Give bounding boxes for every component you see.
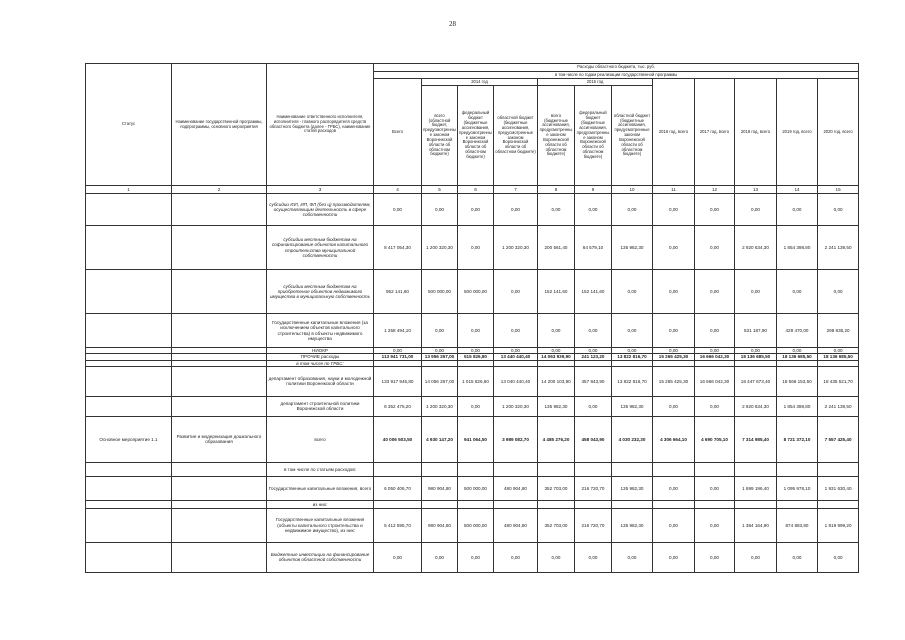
row-value: 1 200 320,30 <box>422 396 458 416</box>
column-number: 11 <box>653 186 695 194</box>
row-value <box>494 462 538 476</box>
row-value: 8 417 054,30 <box>374 226 422 270</box>
row-value: 0,00 <box>494 348 538 354</box>
row-value: 531 187,90 <box>735 314 777 348</box>
page-number: 28 <box>449 20 456 28</box>
header-total: Всего <box>374 79 422 186</box>
column-number: 15 <box>818 186 859 194</box>
row-value <box>458 500 494 508</box>
header-by-years: в том числе по годам реализации государственной программы <box>374 72 859 79</box>
row-status <box>86 314 172 348</box>
row-value <box>422 500 458 508</box>
row-value: 0,00 <box>653 226 695 270</box>
row-value: 18 566 153,50 <box>777 366 818 396</box>
row-value: 480 904,80 <box>494 508 538 542</box>
row-value: 1 200 320,30 <box>494 396 538 416</box>
row-value: 0,00 <box>653 314 695 348</box>
row-value: 0,00 <box>374 542 422 572</box>
row-value: 16 666 042,30 <box>695 366 735 396</box>
column-number: 4 <box>374 186 422 194</box>
row-value: 298 836,20 <box>818 314 859 348</box>
column-numbers-row <box>86 186 859 194</box>
row-value: 1 015 826,60 <box>458 366 494 396</box>
row-value: 18 447 673,40 <box>735 366 777 396</box>
row-value: 13 822 816,70 <box>612 366 653 396</box>
row-value: 874 883,80 <box>777 508 818 542</box>
row-value <box>653 500 695 508</box>
row-value: 0,00 <box>458 396 494 416</box>
row-value: 429 470,00 <box>777 314 818 348</box>
row-value: 0,00 <box>575 396 612 416</box>
row-label: департамент образования, науки и молодежной политики Воронежской области <box>267 366 374 396</box>
table-row <box>86 476 859 500</box>
row-value: 4 690 705,10 <box>695 416 735 462</box>
row-value: 18 435 521,70 <box>818 366 859 396</box>
row-value <box>777 500 818 508</box>
row-status <box>86 500 172 508</box>
row-value <box>695 462 735 476</box>
row-value: 0,00 <box>422 314 458 348</box>
row-value <box>575 500 612 508</box>
row-value: 0,00 <box>818 194 859 226</box>
row-value: 1 931 630,40 <box>818 476 859 500</box>
row-value: 133 917 945,80 <box>374 366 422 396</box>
row-value: 13 440 440,40 <box>494 354 538 360</box>
row-status <box>86 194 172 226</box>
row-value <box>777 462 818 476</box>
row-value: 4 306 664,10 <box>653 416 695 462</box>
row-status <box>86 226 172 270</box>
row-value: 1 095 978,10 <box>777 476 818 500</box>
column-number: 2 <box>172 186 267 194</box>
row-value: 14 056 267,00 <box>422 366 458 396</box>
column-number: 8 <box>538 186 575 194</box>
row-program <box>172 226 267 270</box>
row-value: 500 000,00 <box>458 508 494 542</box>
row-value: 64 579,10 <box>575 226 612 270</box>
row-value: 980 904,80 <box>422 508 458 542</box>
row-program <box>172 500 267 508</box>
row-value: 0,00 <box>612 542 653 572</box>
table-row <box>86 194 859 226</box>
row-label: Государственные капитальные вложения (за исключением объектов капитального строительства) в объекты недвижимого имущества <box>267 314 374 348</box>
row-label: всего <box>267 416 374 462</box>
row-value <box>695 500 735 508</box>
row-value: 500 000,00 <box>458 476 494 500</box>
row-value <box>818 462 859 476</box>
row-value: 4 030 232,30 <box>612 416 653 462</box>
header-year-2016: 2016 год, всего <box>653 79 695 186</box>
table-row <box>86 416 859 462</box>
row-value: 135 982,30 <box>612 508 653 542</box>
row-value: 113 941 731,00 <box>374 354 422 360</box>
row-value: 14 200 103,90 <box>538 366 575 396</box>
row-value: 1 258 494,10 <box>374 314 422 348</box>
row-value: 1 384 164,90 <box>735 508 777 542</box>
row-label: субсидии местным бюджетам на софинансирование объектов капитального строительства муниципальной собственности <box>267 226 374 270</box>
row-value: 152 141,60 <box>575 270 612 314</box>
table-row <box>86 366 859 396</box>
header-col7: областной бюджет (бюджетные ассигнования, предусмотренные законом Воронежской области об областном бюджете) <box>494 86 538 186</box>
column-number: 12 <box>695 186 735 194</box>
row-value: 0,00 <box>612 270 653 314</box>
row-value <box>653 462 695 476</box>
row-value: 8 352 475,20 <box>374 396 422 416</box>
row-value: 8 721 372,10 <box>777 416 818 462</box>
column-number: 9 <box>575 186 612 194</box>
row-value <box>494 500 538 508</box>
row-value: 0,00 <box>612 314 653 348</box>
row-value: 941 064,50 <box>458 416 494 462</box>
row-value: 0,00 <box>777 270 818 314</box>
row-value: 216 720,70 <box>575 476 612 500</box>
row-value: 1 699 196,40 <box>735 476 777 500</box>
row-value: 15 265 425,30 <box>653 354 695 360</box>
row-value <box>575 462 612 476</box>
row-status <box>86 508 172 542</box>
row-value: 0,00 <box>695 396 735 416</box>
row-value <box>374 462 422 476</box>
row-value: 0,00 <box>575 542 612 572</box>
row-value: 0,00 <box>494 314 538 348</box>
row-value: 1 819 999,20 <box>818 508 859 542</box>
row-label: в том числе по ГРБС: <box>267 360 374 366</box>
row-value: 18 136 685,50 <box>818 354 859 360</box>
header-col9: федеральный бюджет (бюджетные ассигнования, предусмотренные законом Воронежской области об областном бюджете) <box>575 86 612 186</box>
row-value: 0,00 <box>458 314 494 348</box>
row-label: Бюджетные инвестиции на финансирование объектов областной собственности <box>267 542 374 572</box>
row-value: 135 982,30 <box>612 396 653 416</box>
table-row <box>86 500 859 508</box>
row-value: 980 904,80 <box>422 476 458 500</box>
table-body <box>86 194 859 573</box>
row-label: субсидии местным бюджетам на приобретение объектов недвижимого имущества в муниципальную собственность <box>267 270 374 314</box>
row-value: 0,00 <box>458 226 494 270</box>
row-value: 0,00 <box>695 348 735 354</box>
row-value: 0,00 <box>494 270 538 314</box>
row-value: 13 956 267,00 <box>422 354 458 360</box>
row-status: Основное мероприятие 1.1 <box>86 416 172 462</box>
row-status <box>86 396 172 416</box>
header-col6: федеральный бюджет (бюджетные ассигнования, предусмотренные законом Воронежской области об областном бюджете) <box>458 86 494 186</box>
table-row <box>86 462 859 476</box>
row-value: 16 666 042,30 <box>695 354 735 360</box>
row-status <box>86 462 172 476</box>
row-value: 6 050 406,70 <box>374 476 422 500</box>
row-value: 0,00 <box>695 270 735 314</box>
row-value: 0,00 <box>735 542 777 572</box>
row-value: 0,00 <box>653 476 695 500</box>
row-value: 0,00 <box>777 348 818 354</box>
row-value: 0,00 <box>735 348 777 354</box>
row-value: 0,00 <box>695 542 735 572</box>
header-col8: всего (бюджетные ассигнования, предусмотренные законом Воронежской области об областном бюджете) <box>538 86 575 186</box>
header-year-2017: 2017 год, всего <box>695 79 735 186</box>
row-value: 0,00 <box>575 314 612 348</box>
header-col5: всего (областной бюджет, предусмотренные законом Воронежской области об областном бюджете) <box>422 86 458 186</box>
row-value: 135 982,30 <box>538 396 575 416</box>
row-value <box>818 500 859 508</box>
row-value: 0,00 <box>777 194 818 226</box>
row-value: 0,00 <box>538 542 575 572</box>
row-value: 18 136 685,50 <box>735 354 777 360</box>
row-value: 0,00 <box>653 348 695 354</box>
row-status <box>86 476 172 500</box>
row-program <box>172 396 267 416</box>
row-value: 0,00 <box>494 194 538 226</box>
header-year-2014: 2014 год <box>422 79 538 86</box>
row-value: 515 826,80 <box>458 354 494 360</box>
row-label: в том числе по статьям расходов: <box>267 462 374 476</box>
row-value: 1 854 398,80 <box>777 226 818 270</box>
row-value: 0,00 <box>777 542 818 572</box>
row-value: 0,00 <box>422 542 458 572</box>
row-value: 13 040 440,40 <box>494 366 538 396</box>
column-number: 5 <box>422 186 458 194</box>
row-value: 5 412 595,70 <box>374 508 422 542</box>
row-label: департамент строительной политики Воронежской области <box>267 396 374 416</box>
row-value: 0,00 <box>612 194 653 226</box>
row-value: 0,00 <box>695 314 735 348</box>
row-value: 458 043,90 <box>575 416 612 462</box>
row-value: 241 123,20 <box>575 354 612 360</box>
header-year-2015: 2015 год <box>538 79 653 86</box>
row-value: 952 141,60 <box>374 270 422 314</box>
row-value: 0,00 <box>458 542 494 572</box>
column-number: 6 <box>458 186 494 194</box>
row-program <box>172 366 267 396</box>
row-value: 14 063 939,90 <box>538 354 575 360</box>
row-value <box>612 462 653 476</box>
row-value <box>735 462 777 476</box>
row-value: 0,00 <box>538 314 575 348</box>
row-value: 0,00 <box>575 348 612 354</box>
row-value: 1 200 320,30 <box>422 226 458 270</box>
row-value: 15 265 425,30 <box>653 366 695 396</box>
row-value: 0,00 <box>612 348 653 354</box>
column-number: 10 <box>612 186 653 194</box>
row-status <box>86 270 172 314</box>
row-value: 0,00 <box>653 542 695 572</box>
row-value: 135 982,30 <box>612 476 653 500</box>
row-value: 480 904,80 <box>494 476 538 500</box>
row-value: 4 485 276,20 <box>538 416 575 462</box>
row-value: 135 982,30 <box>612 226 653 270</box>
row-value <box>538 462 575 476</box>
header-status: Статус <box>86 64 172 186</box>
row-value: 0,00 <box>575 194 612 226</box>
row-value: 200 561,40 <box>538 226 575 270</box>
column-number: 14 <box>777 186 818 194</box>
row-value <box>458 462 494 476</box>
column-number: 7 <box>494 186 538 194</box>
row-value: 0,00 <box>653 270 695 314</box>
row-value: 500 000,00 <box>422 270 458 314</box>
row-value: 0,00 <box>695 194 735 226</box>
column-number: 3 <box>267 186 374 194</box>
table-row <box>86 314 859 348</box>
header-program-name: Наименование государственной программы, подпрограммы, основного мероприятия <box>172 64 267 186</box>
row-program <box>172 194 267 226</box>
row-program <box>172 314 267 348</box>
row-value: 2 920 634,30 <box>735 226 777 270</box>
row-status <box>86 366 172 396</box>
header-executor: Наименование ответственного исполнителя, исполнителя - главного распорядителя средств областного бюджета (далее - ГРБС), наименование статей расходов <box>267 64 374 186</box>
row-value: 152 141,60 <box>538 270 575 314</box>
row-value: 352 703,00 <box>538 476 575 500</box>
row-value: 0,00 <box>538 194 575 226</box>
row-value: 216 720,70 <box>575 508 612 542</box>
row-value: 7 557 425,40 <box>818 416 859 462</box>
table-row <box>86 270 859 314</box>
row-value: 3 989 082,70 <box>494 416 538 462</box>
row-value: 0,00 <box>735 270 777 314</box>
row-value: 457 843,90 <box>575 366 612 396</box>
row-value: 4 930 147,20 <box>422 416 458 462</box>
row-value: 0,00 <box>695 226 735 270</box>
row-label: Государственные капитальные вложения, всего <box>267 476 374 500</box>
row-value: 40 006 503,50 <box>374 416 422 462</box>
row-value <box>538 500 575 508</box>
row-value: 0,00 <box>422 194 458 226</box>
table-row <box>86 396 859 416</box>
row-program <box>172 508 267 542</box>
row-value: 500 000,00 <box>458 270 494 314</box>
row-program <box>172 476 267 500</box>
row-value <box>612 500 653 508</box>
row-value: 0,00 <box>818 542 859 572</box>
row-value: 0,00 <box>735 194 777 226</box>
row-value: 1 854 398,80 <box>777 396 818 416</box>
row-value: 2 241 139,50 <box>818 396 859 416</box>
table-row <box>86 542 859 572</box>
row-label: субсидии ЮЛ, ИП, ФЛ (без ц) производителям, осуществляющим деятельность в сфере собственности <box>267 194 374 226</box>
column-number: 13 <box>735 186 777 194</box>
header-expenses-title: Расходы областного бюджета, тыс. руб. <box>374 64 859 72</box>
row-value: 352 703,00 <box>538 508 575 542</box>
row-program <box>172 270 267 314</box>
row-value: 0,00 <box>695 508 735 542</box>
budget-table <box>85 63 859 573</box>
header-year-2018: 2018 год, всего <box>735 79 777 186</box>
row-program <box>172 542 267 572</box>
row-value: 2 241 139,50 <box>818 226 859 270</box>
table-row <box>86 226 859 270</box>
row-label: НИОКР <box>267 348 374 354</box>
row-value: 0,00 <box>374 348 422 354</box>
column-number: 1 <box>86 186 172 194</box>
row-value: 13 822 816,70 <box>612 354 653 360</box>
row-value: 0,00 <box>818 348 859 354</box>
row-value: 0,00 <box>653 194 695 226</box>
row-value: 0,00 <box>458 194 494 226</box>
row-value: 0,00 <box>374 194 422 226</box>
row-value <box>735 500 777 508</box>
row-value: 18 136 685,50 <box>777 354 818 360</box>
row-value: 0,00 <box>458 348 494 354</box>
row-label: из них: <box>267 500 374 508</box>
row-value: 0,00 <box>818 270 859 314</box>
header-year-2019: 2019 год, всего <box>777 79 818 186</box>
row-value: 0,00 <box>422 348 458 354</box>
row-label: Государственные капитальные вложения (объекты капитального строительства и недвижимое имущество), из них: <box>267 508 374 542</box>
header-col10: областной бюджет (бюджетные ассигнования, предусмотренные законом Воронежской области об областном бюджете) <box>612 86 653 186</box>
table-row <box>86 508 859 542</box>
row-status <box>86 542 172 572</box>
row-value: 7 314 985,40 <box>735 416 777 462</box>
row-label: ПРОЧИЕ расходы <box>267 354 374 360</box>
row-value: 2 920 634,30 <box>735 396 777 416</box>
header-year-2020: 2020 год, всего <box>818 79 859 186</box>
row-value: 0,00 <box>653 508 695 542</box>
row-value: 0,00 <box>695 476 735 500</box>
row-value <box>422 462 458 476</box>
row-value: 1 200 320,30 <box>494 226 538 270</box>
row-program <box>172 462 267 476</box>
row-value: 0,00 <box>494 542 538 572</box>
row-value: 0,00 <box>538 348 575 354</box>
row-value: 0,00 <box>653 396 695 416</box>
row-program: Развитие и модернизация дошкольного образования <box>172 416 267 462</box>
row-value <box>374 500 422 508</box>
